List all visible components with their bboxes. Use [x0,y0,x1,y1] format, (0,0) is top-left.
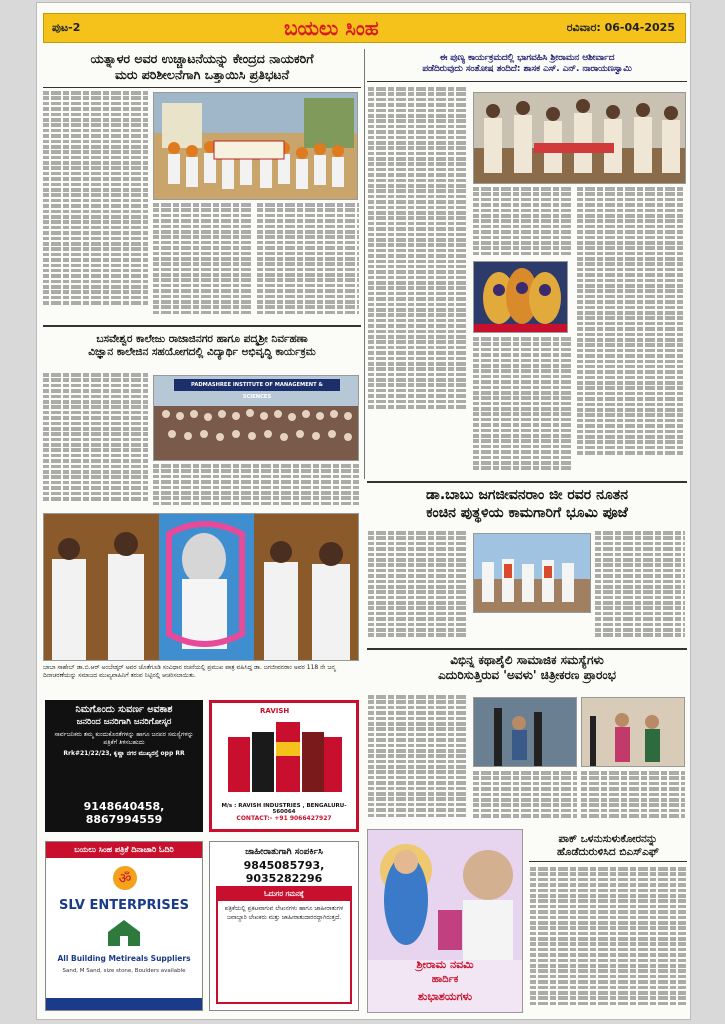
masthead [43,13,686,43]
divider [367,81,687,82]
article5-text-col1 [368,695,468,823]
article2-text-col1 [368,87,468,437]
issue-date: ರವಿವಾರ: 06-04-2025 [566,21,675,34]
divider [43,87,361,88]
ad3-title: SLV ENTERPRISES [59,898,189,913]
article2-text-col3 [473,337,573,477]
ad5-line3: ಶುಭಾಶಯಗಳು [417,990,473,1003]
ad3-subtitle: All Building Metireals Suppliers [57,954,191,963]
house-icon [104,918,144,948]
article1-text-col1 [43,91,148,321]
article4-headline-line1: ಡಾ.ಬಾಬು ಜಗಜೀವನರಾಂ ಜೀ ರವರ ನೂತನ [425,487,628,503]
ad5-line2: ಹಾರ್ದಿಕ [431,974,459,985]
divider [43,325,361,327]
ad-contact-for-advertisement [209,841,359,1011]
article6-headline [529,833,687,859]
ad2-contact: CONTACT:- +91 9066427927 [236,815,332,822]
product-packs-image [224,717,344,797]
article2-photo-deity [473,261,568,333]
article4-headline-line2: ಕಂಚಿನ ಪುತ್ಥಳಿಯ ಕಾಮಗಾರಿಗೆ ಭೂಮಿ ಪೂಜೆ [426,504,628,521]
column-divider [364,49,365,479]
ad3-footer: Sand, M Sand, size stone, Boulders available [62,968,186,974]
article1-text-col3 [257,203,359,321]
article3-banner: PADMASHREE INSTITUTE OF MANAGEMENT & SCIENCES [191,382,323,400]
article1-photo [153,92,358,200]
article2-text-col2 [473,187,573,259]
page-number: ಪುಟ-2 [52,21,81,34]
ad4-box-title: ಓದುಗರ ಗಮನಕ್ಕೆ [218,888,350,901]
article1-text-col2 [153,203,253,321]
article3-text-col2 [153,464,359,508]
ad1-subtitle: ಜನರಿಂದ ಜನರಿಗಾಗಿ ಜನರಿಗೋಸ್ಕರ [76,717,172,727]
ad2-text: M/s : RAVISH INDUSTRIES , BENGALURU-560064 [221,803,347,815]
ad1-address: Rrk#21/22/23, ಕೃಷ್ಣಾ ನಗರ ಮುಖ್ಯರಸ್ತೆ opp RR [63,750,185,757]
article3-headline [43,333,361,359]
article5-photo-right [581,697,685,767]
ad4-box-text: ಪತ್ರಿಕೆಯಲ್ಲಿ ಪ್ರಕಟವಾಗುವ ಲೇಖನಗಳು ಹಾಗೂ ಜಾಹೀರಾತುಗಳ ಜವಾಬ್ದಾರಿ ಲೇಖಕರು ಮತ್ತು ಜಾಹೀರಾತುದಾರರದ್ದಾಗಿರುತ್ತದೆ. [224,905,344,921]
article3-headline-line2: ವಿಜ್ಞಾನ ಕಾಲೇಜಿನ ಸಹಯೋಗದಲ್ಲಿ ವಿದ್ಯಾರ್ಥಿ ಅಭಿವೃದ್ಧಿ ಕಾರ್ಯಕ್ರಮ [88,346,316,359]
ad-slv-enterprises [45,841,203,1011]
article2-headline-line2: ಪಡೆದಿರುವುದು ಸಂತೋಷ ತಂದಿದೆ: ಶಾಸಕ ಎಸ್. ಎನ್. ನಾರಾಯಣಸ್ವಾಮಿ [422,63,632,74]
article2-photo-group [473,92,686,184]
article2-headline-line1: ಈ ಪುಣ್ಯ ಕಾರ್ಯಕ್ರಮದಲ್ಲಿ ಭಾಗವಹಿಸಿ ಶ್ರೀರಾಮನ ಆಶೀರ್ವಾದ [439,53,615,63]
svg-text:ॐ: ॐ [118,871,132,887]
article5-photo-left [473,697,577,767]
ad-public-opportunity [45,700,203,832]
article4-headline [367,487,687,522]
newspaper-page [36,2,691,1020]
article5-text-col2 [473,771,577,823]
article4-photo [473,533,591,613]
ad2-brand: RAVISH [260,707,290,715]
article6-text [530,867,686,1015]
article1-headline-line1: ಯತ್ನಾಳರ ಅವರ ಉಚ್ಚಾಟನೆಯನ್ನು ಕೇಂದ್ರದ ನಾಯಕರಿಗೆ [90,51,314,66]
divider [367,648,687,650]
newspaper-name: ಬಯಲು ಸಿಂಹ [284,16,379,40]
article2-text-col4 [577,187,685,477]
ad1-body: ಸಾರ್ವಜನಿಕರು ತಮ್ಮ ಕುಂದುಕೊರತೆಗಳನ್ನು ಹಾಗೂ ಜನಪರ ಸಮಸ್ಯೆಗಳನ್ನು ಪತ್ರಿಕೆಗೆ ತಿಳಿಸಬಹುದು [54,731,194,746]
article3-headline-line1: ಬಸವೇಶ್ವರ ಕಾಲೇಜು ರಾಜಾಜಿನಗರ ಹಾಗೂ ಪದ್ಮಶ್ರೀ ನಿರ್ವಹಣಾ [96,333,308,345]
ad4-notice-box [216,886,352,1004]
article1-headline-line2: ಮರು ಪರಿಶೀಲನೆಗಾಗಿ ಒತ್ತಾಯಿಸಿ ಪ್ರತಿಭಟನೆ [114,66,290,82]
article6-headline-line1: ಪಾಕ್‌ ಒಳನುಸುಳುಕೋರನನ್ನು [558,833,658,845]
article3-photo [153,375,359,461]
article1-headline [43,51,361,82]
article4-text-col1 [368,531,468,643]
jagjivan-tribute-photo [43,513,359,661]
divider [529,861,687,862]
article3-text-col1 [43,373,148,508]
jagjivan-caption: ಬಾಬಾ ಸಾಹೇಬ್ ಡಾ.ಬಿ.ಆರ್ ಅಂಬೇಡ್ಕರ್ ಅವರ ಜೊತೆಗೂಡಿ ಸಂವಿಧಾನ ರಚನೆಯಲ್ಲಿ ಪ್ರಮುಖ ಪಾತ್ರ ವಹಿಸಿದ್ದ ಡಾ. ಜಗಜೀವನರಾಂ ಅವರ 118 ನೇ ಜನ್ಮ ದಿನಾಚರಣೆಯನ್ನು ಸಮಾಜದ ಮುಖ್ಯವಾಹಿನಿಗೆ ತರುವ ನಿಟ್ಟಿನಲ್ಲಿ ಆಚರಿಸಲಾಯಿತು. [43,664,336,679]
om-symbol-icon [102,864,148,892]
ad3-header: ಬಯಲು ಸಿಂಹ ಪತ್ರಿಕೆ ದಿನಾಚಾರಿ ಓದಿರಿ [46,842,202,858]
ad5-line1: ಶ್ರೀರಾಮ ನವಮಿ [416,958,474,971]
ad3-bottom-bar [46,998,202,1010]
ad4-title: ಜಾಹೀರಾತುಗಾಗಿ ಸಂಪರ್ಕಿಸಿ [245,847,323,857]
article5-text-col3 [581,771,685,823]
ad4-phone: 9845085793, 9035282296 [243,859,325,885]
ad1-phone: 9148640458, 8867994559 [83,800,165,826]
ad1-title: ನಿಮಗೊಂದು ಸುವರ್ಣ ಅವಕಾಶ [75,704,173,715]
article5-headline [367,653,687,683]
ad-ravish-industries [209,700,359,832]
article5-headline-line2: ಎದುರಿಸುತ್ತಿರುವ 'ಅವಳು' ಚಿತ್ರೀಕರಣ ಪ್ರಾರಂಭ [438,668,616,682]
ad-sriramanavami-greetings [367,829,523,1013]
article5-headline-line1: ವಿಭಿನ್ನ ಕಥಾಶೈಲಿ ಸಾಮಾಜಿಕ ಸಮಸ್ಯೆಗಳು [450,653,604,667]
greeting-artwork [368,830,523,960]
article4-text-col2 [595,531,685,643]
article2-headline [367,53,687,75]
article6-headline-line2: ಹೊಡೆದುರುಳಿಸಿದ ಬಿಎಸ್‌ಎಫ್ [557,846,659,859]
divider [367,481,687,483]
